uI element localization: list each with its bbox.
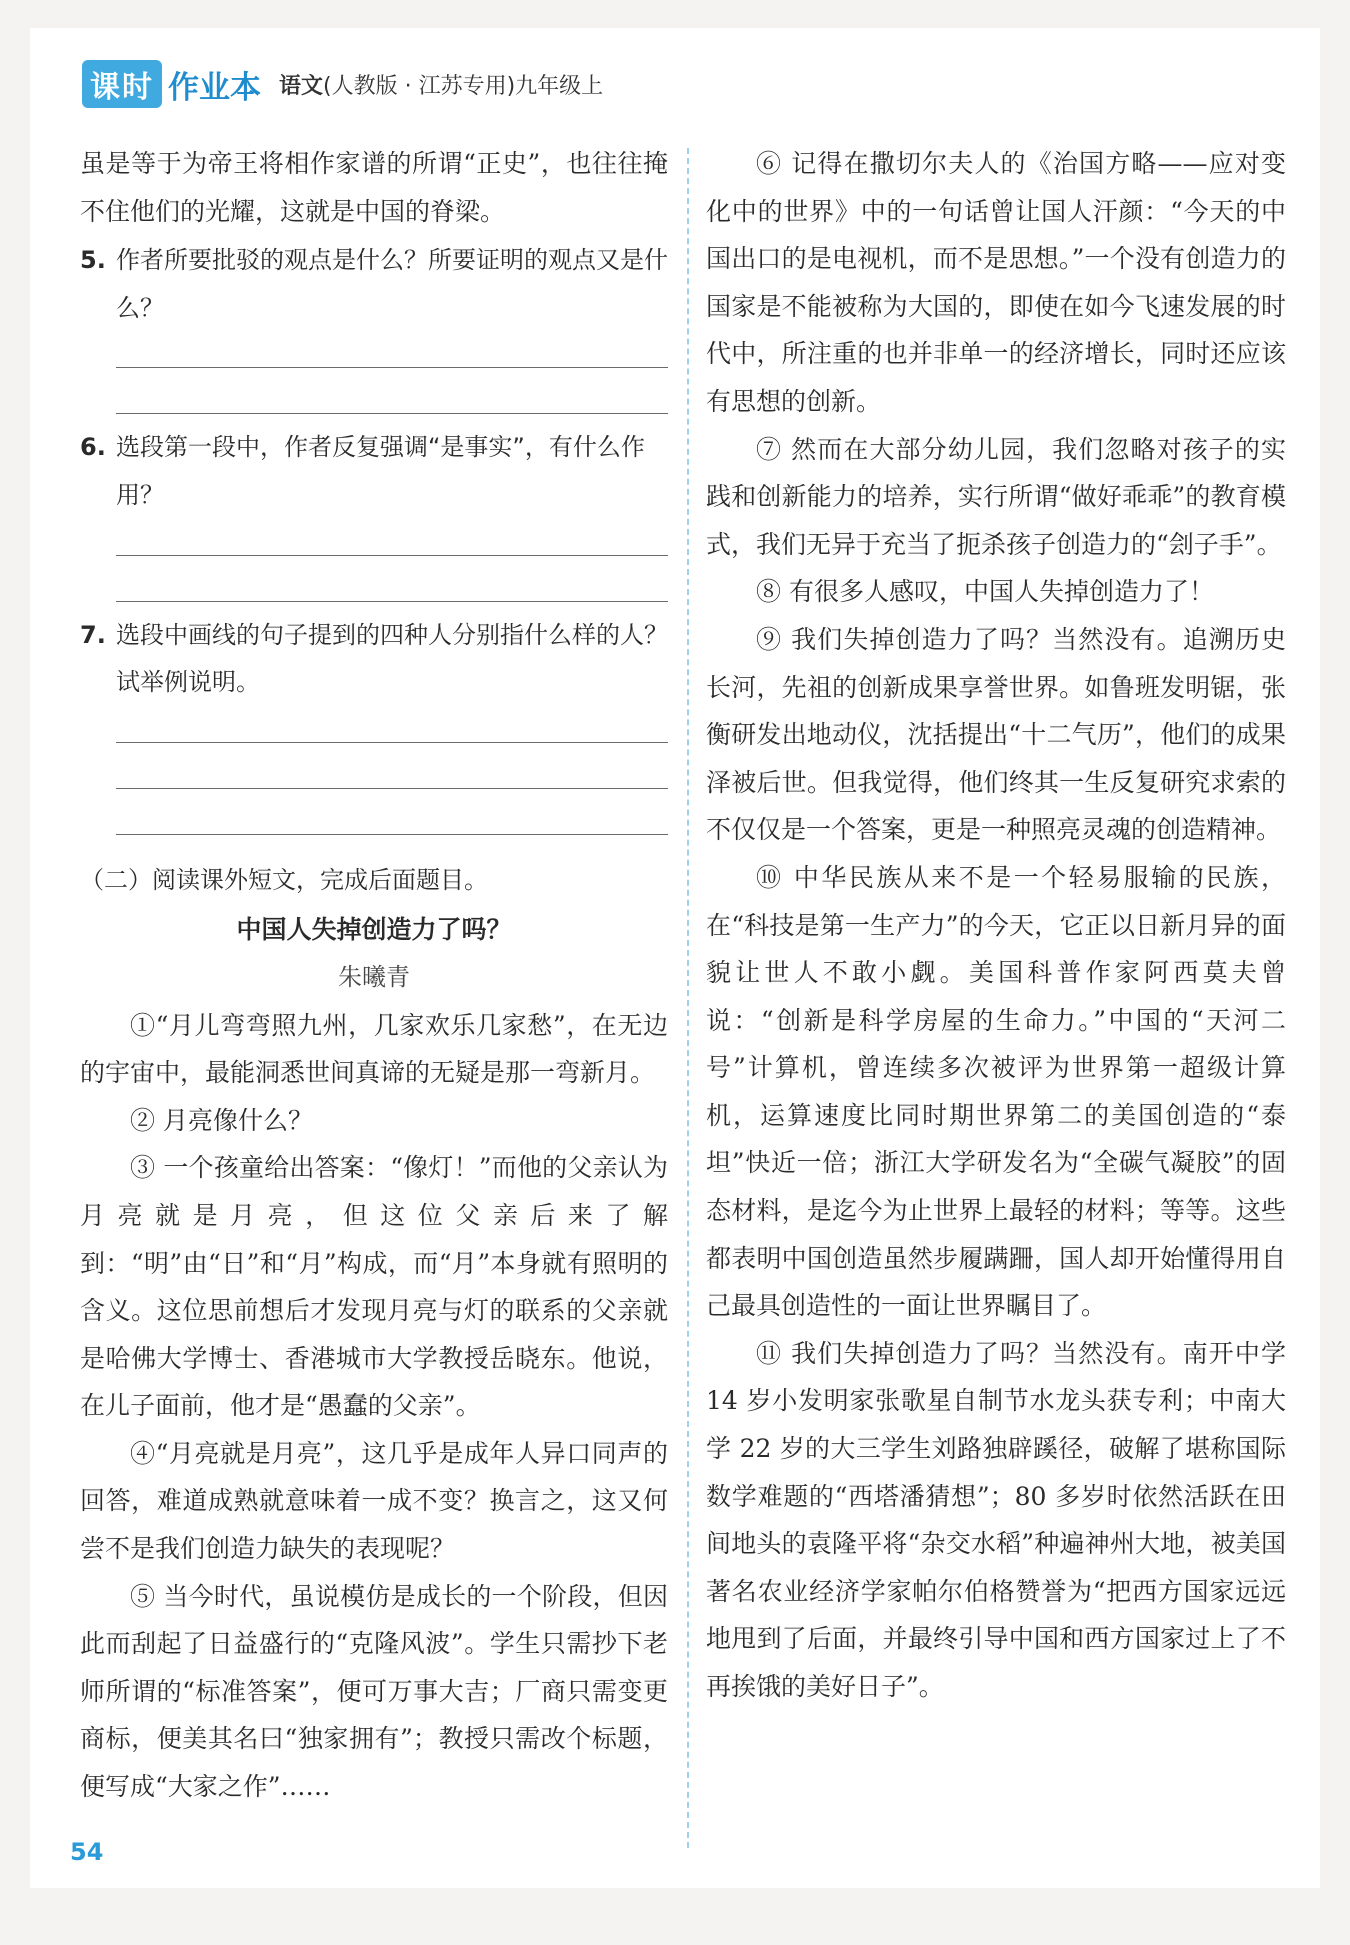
paragraph-9: ⑨ 我们失掉创造力了吗？当然没有。追溯历史长河，先祖的创新成果享誉世界。如鲁班发明锯，张衡研发出地动仪，沈括提出“十二气历”，他们的成果泽被后世。但我觉得，他们终其一生反复研究求索的不仅仅是一个答案，更是一种照亮灵魂的创造精神。 [706, 624, 1286, 845]
answer-line[interactable] [116, 366, 668, 368]
question-7 [80, 612, 668, 707]
subject-main: 语文 [279, 73, 324, 99]
paragraph-2: ② 月亮像什么？ [130, 1105, 313, 1135]
question-text: 选段第一段中，作者反复强调“是事实”，有什么作用？ [116, 433, 645, 509]
section-heading: （二）阅读课外短文，完成后面题目。 [80, 865, 488, 894]
subject-info [279, 69, 603, 100]
intro-text: 虽是等于为帝王将相作家谱的所谓“正史”，也往往掩不住他们的光耀，这就是中国的脊梁。 [80, 149, 668, 226]
answer-line[interactable] [116, 554, 668, 556]
page-header [82, 60, 603, 108]
page-number: 54 [70, 1838, 104, 1866]
question-6 [80, 424, 668, 519]
answer-line[interactable] [116, 833, 668, 835]
logo-text: 作业本 [168, 69, 261, 106]
paragraph-7: ⑦ 然而在大部分幼儿园，我们忽略对孩子的实践和创新能力的培养，实行所谓“做好乖乖”的教育模式，我们无异于充当了扼杀孩子创造力的“刽子手”。 [706, 434, 1286, 559]
paragraph-1: ①“月儿弯弯照九州，几家欢乐几家愁”，在无边的宇宙中，最能洞悉世间真谛的无疑是那一弯新月。 [80, 1010, 668, 1088]
paragraph-8: ⑧ 有很多人感叹，中国人失掉创造力了！ [756, 577, 1214, 607]
question-number: 6. [80, 433, 106, 462]
answer-line[interactable] [116, 600, 668, 602]
paragraph-5: ⑤ 当今时代，虽说模仿是成长的一个阶段，但因此而刮起了日益盛行的“克隆风波”。学生只需抄下老师所谓的“标准答案”，便可万事大吉；厂商只需变更商标，便美其名曰“独家拥有”；教授只需改个标题，便写成“大家之作”…… [80, 1581, 668, 1802]
subject-detail: (人教版 · 江苏专用)九年级上 [323, 73, 604, 99]
paragraph-4: ④“月亮就是月亮”，这几乎是成年人异口同声的回答，难道成熟就意味着一成不变？换言之，这又何尝不是我们创造力缺失的表现呢？ [80, 1438, 668, 1564]
question-text: 作者所要批驳的观点是什么？所要证明的观点又是什么？ [116, 246, 668, 322]
question-text: 选段中画线的句子提到的四种人分别指什么样的人？试举例说明。 [116, 620, 668, 697]
question-number: 7. [80, 620, 106, 649]
column-divider [687, 148, 689, 1848]
left-column [80, 140, 668, 1811]
brand-logo [82, 60, 261, 108]
paragraph-3: ③ 一个孩童给出答案：“像灯！”而他的父亲认为月亮就是月亮，但这位父亲后来了解到：“明”由“日”和“月”构成，而“月”本身就有照明的含义。这位思前想后才发现月亮与灯的联系的父亲就是哈佛大学博士、香港城市大学教授岳晓东。他说，在儿子面前，他才是“愚蠢的父亲”。 [80, 1153, 668, 1421]
paragraph-6: ⑥ 记得在撒切尔夫人的《治国方略——应对变化中的世界》中的一句话曾让国人汗颜：“今天的中国出口的是电视机，而不是思想。”一个没有创造力的国家是不能被称为大国的，即使在如今飞速发展的时代中，所注重的也并非单一的经济增长，同时还应该有思想的创新。 [706, 149, 1286, 416]
paragraph-11: ⑪ 我们失掉创造力了吗？当然没有。南开中学 14 岁小发明家张歌星自制节水龙头获专利；中南大学 22 岁的大三学生刘路独辟蹊径，破解了堪称国际数学难题的“西塔潘猜想”；80 多岁时依然活跃在田间地头的袁隆平将“杂交水稻”种遍神州大地，被美国著名农业经济学家帕尔伯格赞誉为“把西方国家远远地甩到了后面，并最终引导中国和西方国家过上了不再挨饿的美好日子”。 [706, 1338, 1286, 1701]
paragraph-10: ⑩ 中华民族从来不是一个轻易服输的民族，在“科技是第一生产力”的今天，它正以日新月异的面貌让世人不敢小觑。美国科普作家阿西莫夫曾说：“创新是科学房屋的生命力。”中国的“天河二号”计算机，曾连续多次被评为世界第一超级计算机，运算速度比同时期世界第二的美国创造的“泰坦”快近一倍；浙江大学研发名为“全碳气凝胶”的固态材料，是迄今为止世界上最轻的材料；等等。这些都表明中国创造虽然步履蹒跚，国人却开始懂得用自己最具创造性的一面让世界瞩目了。 [706, 862, 1286, 1321]
logo-badge: 课时 [82, 60, 162, 108]
right-column [706, 140, 1286, 1711]
answer-line[interactable] [116, 741, 668, 743]
workbook-page [30, 28, 1320, 1888]
article-author: 朱曦青 [338, 962, 410, 991]
answer-line[interactable] [116, 787, 668, 789]
answer-line[interactable] [116, 412, 668, 414]
question-number: 5. [80, 246, 106, 275]
article-title: 中国人失掉创造力了吗？ [236, 915, 512, 945]
question-5 [80, 237, 668, 332]
